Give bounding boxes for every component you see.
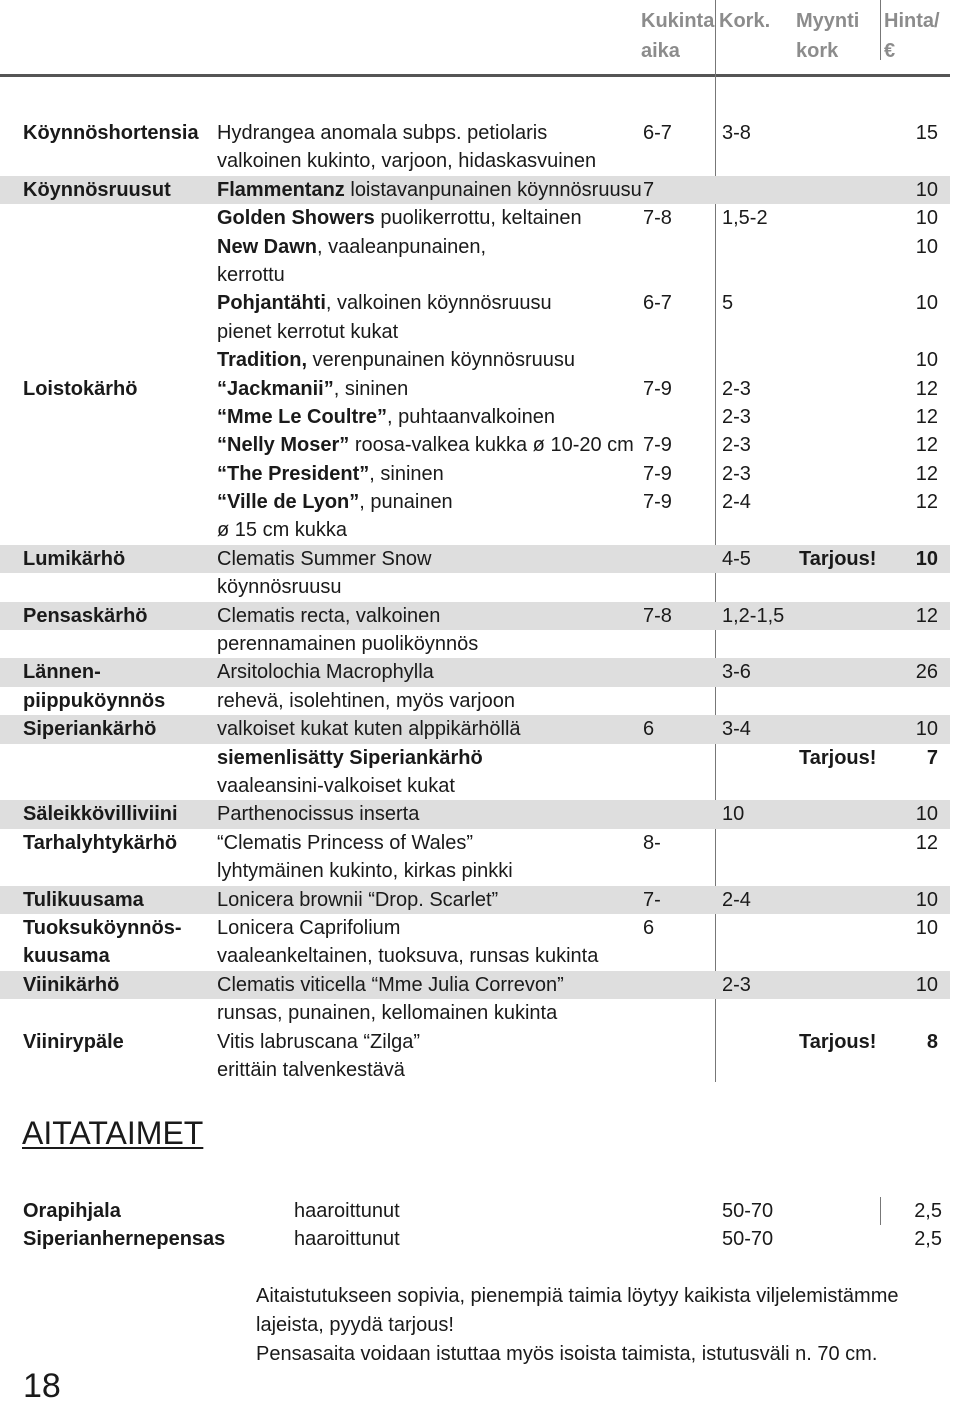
offer-label: Tarjous! — [799, 746, 877, 769]
price: 10 — [915, 916, 938, 939]
plant-description — [217, 516, 347, 544]
price: 26 — [915, 661, 938, 684]
plant-description — [217, 687, 515, 715]
plant-description — [217, 119, 547, 147]
plant-height: 2-3 — [722, 377, 751, 400]
plant-name: Loistokärhö — [23, 377, 138, 400]
bloom-time: 7-8 — [643, 604, 672, 627]
description-text: Clematis recta, valkoinen — [217, 604, 441, 627]
description-text: Vitis labruscana “Zilga” — [217, 1030, 421, 1053]
plant-height: 1,2-1,5 — [722, 604, 785, 627]
table-row — [0, 829, 950, 857]
table-row — [0, 431, 950, 459]
bloom-time: 7-9 — [643, 462, 672, 485]
description-text: Clematis Summer Snow — [217, 547, 432, 570]
table-row — [0, 942, 950, 970]
table-row — [0, 375, 950, 403]
variety-name: Pohjantähti — [217, 292, 326, 315]
plant-description — [217, 346, 575, 374]
plant-description — [217, 1028, 420, 1056]
plant-height: 2-4 — [722, 888, 751, 911]
plant-name: Viinirypäle — [23, 1030, 124, 1053]
plant-description — [217, 658, 434, 686]
bloom-time: 8- — [643, 831, 661, 854]
plant-name: Pensaskärhö — [23, 604, 148, 627]
plant-description — [217, 573, 342, 601]
plant-description — [217, 147, 596, 175]
plant-name: Lumikärhö — [23, 547, 126, 570]
plant-height: 3-6 — [722, 661, 751, 684]
plant-description — [217, 829, 473, 857]
price: 10 — [915, 547, 938, 570]
table-row — [0, 1056, 950, 1084]
plant-height: 50-70 — [722, 1228, 774, 1251]
table-row — [0, 772, 950, 800]
hedge-note — [256, 1282, 906, 1369]
price: 12 — [915, 831, 938, 854]
price: 10 — [915, 207, 938, 230]
description-text: kerrottu — [217, 263, 285, 286]
price: 2,5 — [914, 1200, 942, 1222]
plant-description — [217, 289, 552, 317]
description-text: köynnösruusu — [217, 576, 342, 599]
plant-description — [217, 886, 498, 914]
price: 12 — [915, 604, 938, 627]
header-bloom-bottom: aika — [641, 40, 680, 62]
plant-height: 3-8 — [722, 122, 751, 144]
plant-description — [217, 431, 634, 459]
section-title: AITATAIMET — [22, 1115, 204, 1151]
price: 10 — [915, 803, 938, 826]
price: 10 — [915, 349, 938, 372]
column-header — [0, 0, 950, 74]
table-row — [0, 403, 950, 431]
price: 2,5 — [914, 1228, 942, 1251]
variety-name: Golden Showers — [217, 207, 375, 230]
description-text: , valkoinen köynnösruusu — [325, 292, 552, 315]
description-text: valkoinen kukinto, varjoon, hidaskasvuinen — [217, 150, 597, 173]
bloom-time: 6 — [643, 916, 655, 939]
table-row — [0, 204, 950, 232]
description-text: , puhtaanvalkoinen — [387, 405, 555, 428]
description-text: vaaleankeltainen, tuoksuva, runsas kukinta — [217, 945, 599, 968]
table-row — [0, 630, 950, 658]
plant-description — [217, 942, 598, 970]
description-text: “Clematis Princess of Wales” — [217, 831, 473, 854]
plant-height: 3-4 — [722, 718, 751, 741]
table-row — [0, 886, 950, 914]
description-text: Hydrangea anomala subps. petiolaris — [217, 122, 548, 144]
description-text: rehevä, isolehtinen, myös varjoon — [217, 689, 515, 712]
price: 12 — [915, 462, 938, 485]
plant-name: Tulikuusama — [23, 888, 144, 911]
description-text: loistavanpunainen köynnösruusu — [344, 178, 642, 201]
variety-name: “Ville de Lyon” — [217, 491, 360, 514]
description-text: lyhtymäinen kukinto, kirkas pinkki — [217, 860, 513, 883]
description-text: erittäin talvenkestävä — [217, 1058, 405, 1081]
plant-height: 2-3 — [722, 973, 751, 996]
price: 15 — [915, 122, 938, 144]
plant-name: Säleikkövilliviini — [23, 803, 178, 826]
offer-label: Tarjous! — [799, 547, 877, 570]
table-row — [0, 289, 950, 317]
price: 10 — [915, 973, 938, 996]
plant-height: 2-3 — [722, 434, 751, 457]
description-text: Arsitolochia Macrophylla — [217, 661, 434, 684]
variety-name: “The President” — [217, 462, 370, 485]
plant-description — [217, 715, 521, 743]
plant-description — [217, 914, 400, 942]
plant-height: 2-3 — [722, 405, 751, 428]
description-text: perennamainen puoliköynnös — [217, 633, 479, 656]
description-text: verenpunainen köynnösruusu — [307, 349, 575, 372]
description-text: , vaaleanpunainen, — [317, 235, 487, 258]
table-row — [0, 1028, 950, 1056]
plant-name: Orapihjala — [23, 1200, 121, 1222]
plant-height: 2-4 — [722, 491, 751, 514]
plant-name: Köynnöshortensia — [23, 122, 199, 144]
plant-name: Siperiankärhö — [23, 718, 157, 741]
variety-name: Flammentanz — [217, 178, 345, 201]
bloom-time: 7-9 — [643, 434, 672, 457]
table-row — [0, 1225, 950, 1253]
price: 12 — [915, 377, 938, 400]
variety-name: siemenlisätty Siperiankärhö — [217, 746, 483, 769]
header-sale-top: Myynti — [796, 10, 860, 32]
description-text: , sininen — [333, 377, 409, 400]
price: 10 — [915, 235, 938, 258]
plant-description — [217, 1056, 405, 1084]
table-row — [0, 318, 950, 346]
plant-height: 4-5 — [722, 547, 751, 570]
plant-description — [217, 233, 486, 261]
plant-description: haaroittunut — [294, 1200, 400, 1222]
table-row — [0, 857, 950, 885]
price: 8 — [926, 1030, 938, 1053]
header-height: Kork. — [719, 10, 771, 32]
table-row — [0, 800, 950, 828]
price: 12 — [915, 405, 938, 428]
price: 12 — [915, 434, 938, 457]
table-row — [0, 545, 950, 573]
plant-name: Tuoksuköynnös- — [23, 916, 182, 939]
plant-height: 5 — [722, 292, 734, 315]
plant-height: 50-70 — [722, 1200, 774, 1222]
bloom-time: 6-7 — [643, 122, 672, 144]
bloom-time: 6 — [643, 718, 655, 741]
price: 10 — [915, 718, 938, 741]
table-row — [0, 687, 950, 715]
plant-price-table — [0, 119, 950, 1084]
table-row — [0, 971, 950, 999]
plant-description — [217, 630, 478, 658]
price: 7 — [926, 746, 938, 769]
note-line-1: Aitaistutukseen sopivia, pienempiä taimia löytyy kaikista viljelemistämme lajeista, pyydä tarjous! — [256, 1285, 899, 1336]
plant-name: kuusama — [23, 945, 110, 968]
variety-name: “Jackmanii” — [217, 377, 334, 400]
table-row — [0, 1197, 950, 1225]
plant-description: haaroittunut — [294, 1228, 400, 1251]
table-row — [0, 516, 950, 544]
plant-description — [217, 744, 483, 772]
plant-description — [217, 488, 453, 516]
table-row — [0, 119, 950, 147]
plant-description — [217, 971, 564, 999]
plant-description — [217, 261, 285, 289]
description-text: valkoiset kukat kuten alppikärhöllä — [217, 718, 521, 741]
table-row — [0, 999, 950, 1027]
description-text: Parthenocissus inserta — [217, 803, 420, 826]
description-text: , punainen — [359, 491, 453, 514]
description-text: Lonicera brownii “Drop. Scarlet” — [217, 888, 499, 911]
description-text: Lonicera Caprifolium — [217, 916, 401, 939]
plant-height: 1,5-2 — [722, 207, 768, 230]
offer-label: Tarjous! — [799, 1030, 877, 1053]
header-sale-bottom: kork — [796, 40, 839, 62]
hedge-price-table — [0, 1197, 950, 1254]
bloom-time: 7- — [643, 888, 661, 911]
note-line-2: Pensasaita voidaan istuttaa myös isoista taimista, istutusväli n. 70 cm. — [256, 1343, 878, 1365]
plant-description — [217, 857, 513, 885]
price: 10 — [915, 888, 938, 911]
variety-name: Tradition, — [217, 349, 307, 372]
header-bloom-top: Kukinta — [641, 10, 715, 32]
description-text: roosa-valkea kukka ø 10-20 cm — [349, 434, 634, 457]
plant-name: Lännen- — [23, 661, 101, 684]
description-text: ø 15 cm kukka — [217, 519, 348, 542]
table-row — [0, 147, 950, 175]
table-row — [0, 573, 950, 601]
variety-name: “Nelly Moser” — [217, 434, 350, 457]
header-price: Hinta/€ — [884, 10, 940, 62]
plant-name: piippuköynnös — [23, 689, 166, 712]
plant-description — [217, 204, 582, 232]
bloom-time: 7-9 — [643, 491, 672, 514]
table-row — [0, 233, 950, 261]
plant-name: Köynnösruusut — [23, 178, 171, 201]
variety-name: New Dawn — [217, 235, 318, 258]
plant-height: 10 — [722, 803, 745, 826]
plant-description — [217, 460, 444, 488]
plant-height: 2-3 — [722, 462, 751, 485]
plant-name: Siperianhernepensas — [23, 1228, 226, 1251]
table-row — [0, 658, 950, 686]
description-text: pienet kerrotut kukat — [217, 320, 399, 343]
table-row — [0, 744, 950, 772]
table-row — [0, 715, 950, 743]
plant-description — [217, 318, 398, 346]
bloom-time: 7-8 — [643, 207, 672, 230]
table-row — [0, 488, 950, 516]
description-text: vaaleansini-valkoiset kukat — [217, 774, 455, 797]
price: 12 — [915, 491, 938, 514]
header-divider — [0, 74, 950, 77]
plant-description — [217, 403, 555, 431]
description-text: runsas, punainen, kellomainen kukinta — [217, 1002, 558, 1025]
page-number: 18 — [23, 1367, 61, 1405]
table-row — [0, 460, 950, 488]
table-row — [0, 914, 950, 942]
table-row — [0, 602, 950, 630]
plant-description — [217, 176, 642, 204]
plant-description — [217, 999, 557, 1027]
plant-description — [217, 545, 432, 573]
plant-description — [217, 800, 419, 828]
bloom-time: 7 — [643, 178, 655, 201]
plant-name: Viinikärhö — [23, 973, 120, 996]
description-text: puolikerrottu, keltainen — [374, 207, 582, 230]
plant-description — [217, 772, 455, 800]
table-row — [0, 176, 950, 204]
description-text: , sininen — [369, 462, 444, 485]
plant-name: Tarhalyhtykärhö — [23, 831, 178, 854]
variety-name: “Mme Le Coultre” — [217, 405, 388, 428]
bloom-time: 6-7 — [643, 292, 672, 315]
table-row — [0, 261, 950, 289]
price: 10 — [915, 178, 938, 201]
column-divider-price — [880, 0, 881, 60]
plant-description — [217, 375, 408, 403]
price: 10 — [915, 292, 938, 315]
description-text: Clematis viticella “Mme Julia Correvon” — [217, 973, 564, 996]
table-row — [0, 346, 950, 374]
bloom-time: 7-9 — [643, 377, 672, 400]
plant-description — [217, 602, 440, 630]
